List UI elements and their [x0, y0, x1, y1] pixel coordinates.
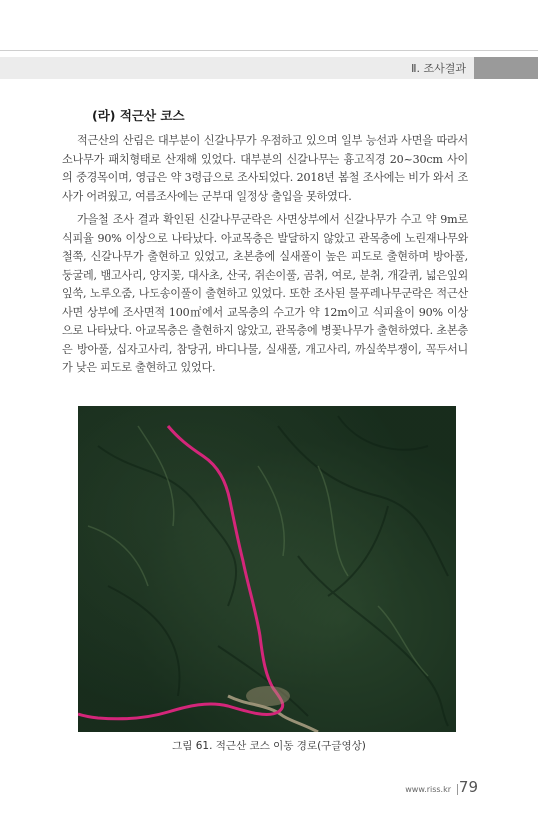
section-title: (라) 적근산 코스 — [92, 108, 185, 123]
footer-url: www.riss.kr — [405, 785, 451, 794]
chapter-tab — [474, 57, 538, 79]
top-rule — [0, 50, 538, 51]
page-number: 79 — [458, 778, 478, 796]
terrain-shade — [78, 406, 456, 732]
paragraph-2-text: 가을철 조사 결과 확인된 신갈나무군락은 사면상부에서 신갈나무가 수고 약 9m로 식피율 90% 이상으로 나타났다. 아교목층은 발달하지 않았고 관목층에 노린재나무와 철쭉, 신갈나무가 출현하고 있었고, 초본층에 실새풀이 높은 피도로 출현하며 방아풀, 둥굴레, 뱀고사리, 양지꽃, 대사초, 산국, 쥐손이풀, 곰취, 여로, 분취, 개갈퀴, 넓은잎외잎쑥, 노루오줌, 나도송이풀이 출현하고 있었다. 또한 조사된 물푸레나무군락은 적근산 사면 상부에 조사면적 100㎡에서 교목층의 수고가 약 12m이고 식피율이 90% 이상으로 나타났다. 아교목층은 출현하지 않았고, 관목층에 병꽃나무가 출현하였다. 초본층은 방아풀, 십자고사리, 참당귀, 바디나물, 실새풀, 개고사리, 까실쑥부쟁이, 꼭두서니가 낮은 피도로 출현하고 있었다. — [62, 213, 468, 374]
figure-caption: 그림 61. 적근산 코스 이동 경로(구글영상) — [172, 740, 366, 752]
satellite-map-svg — [78, 406, 456, 732]
paragraph-1 — [62, 132, 468, 206]
footer-separator — [457, 784, 458, 795]
paragraph-1-text: 적근산의 산림은 대부분이 신갈나무가 우점하고 있으며 일부 능선과 사면을 따라서 소나무가 패치형태로 산재해 있었다. 대부분의 신갈나무는 흉고직경 20~30cm 사이의 중경목이며, 영급은 약 3령급으로 조사되었다. 2018년 봄철 조사에는 비가 와서 조사가 어려웠고, 여름조사에는 군부대 일정상 출입을 못하였다. — [62, 134, 468, 203]
running-header-chapter: Ⅱ. 조사결과 — [411, 62, 466, 75]
settlement-area — [246, 686, 290, 706]
satellite-route-image — [78, 406, 456, 732]
paragraph-2 — [62, 211, 468, 378]
